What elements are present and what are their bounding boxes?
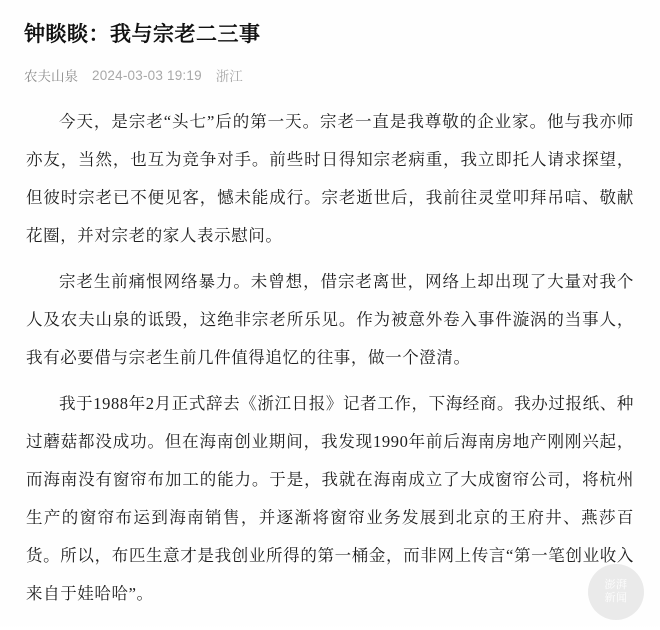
article-paragraph: 今天，是宗老“头七”后的第一天。宗老一直是我尊敬的企业家。他与我亦师亦友，当然，也互为竞争对手。前些时日得知宗老病重，我立即托人请求探望，但彼时宗老已不便见客，憾未能成行。宗老逝世后，我前往灵堂叩拜吊唁、敬献花圈，并对宗老的家人表示慰问。 <box>26 112 634 246</box>
article-body <box>22 103 638 613</box>
bottom-fade <box>0 622 660 630</box>
meta-timestamp: 2024-03-03 19:19 <box>92 67 202 83</box>
page-title: 钟睒睒：我与宗老二三事 <box>24 22 261 46</box>
article-meta <box>24 65 638 85</box>
article-paragraph: 我于1988年2月正式辞去《浙江日报》记者工作，下海经商。我办过报纸、种过蘑菇都没成功。但在海南创业期间，我发现1990年前后海南房地产刚刚兴起，而海南没有窗帘布加工的能力。于是，我就在海南成立了大成窗帘公司，将杭州生产的窗帘布运到海南销售，并逐渐将窗帘业务发展到北京的王府井、燕莎百货。所以，布匹生意才是我创业所得的第一桶金，而非网上传言“第一笔创业收入来自于娃哈哈”。 <box>26 394 634 604</box>
watermark-line-2: 新闻 <box>604 592 628 604</box>
watermark-line-1: 澎湃 <box>604 579 628 591</box>
meta-source: 农夫山泉 <box>24 69 78 85</box>
article-paragraph: 宗老生前痛恨网络暴力。未曾想，借宗老离世，网络上却出现了大量对我个人及农夫山泉的诋毁，这绝非宗老所乐见。作为被意外卷入事件漩涡的当事人，我有必要借与宗老生前几件值得追忆的往事，做一个澄清。 <box>26 272 634 368</box>
meta-location: 浙江 <box>215 69 243 85</box>
